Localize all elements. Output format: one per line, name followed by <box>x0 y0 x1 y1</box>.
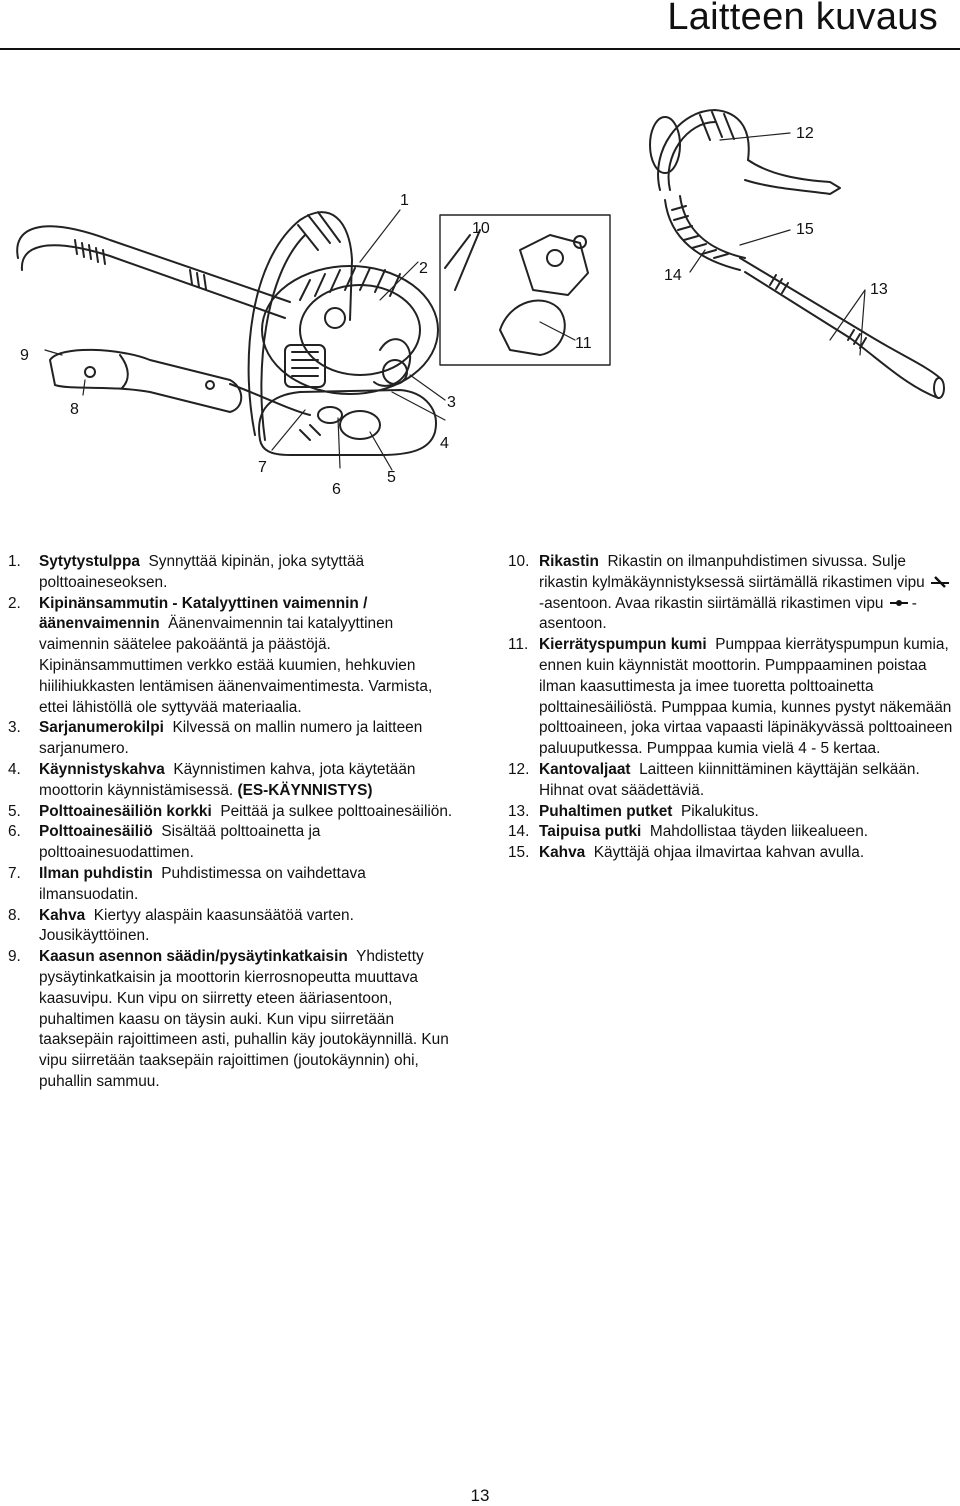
list-item: 15. Kahva Käyttäjä ohjaa ilmavirtaa kahvan avulla. <box>508 844 865 862</box>
callout-13: 13 <box>870 281 888 298</box>
list-item: 1. Sytytystulppa Synnyttää kipinän, joka sytyttää polttoaineseoksen. <box>8 553 365 591</box>
list-item: 6. Polttoainesäiliö Sisältää polttoainetta ja polttoainesuodattimen. <box>8 823 321 862</box>
header-rule <box>0 48 960 50</box>
callout-15: 15 <box>796 221 814 238</box>
list-item: 14. Taipuisa putki Mahdollistaa täyden liikealueen. <box>508 823 869 841</box>
list-item: 13. Puhaltimen putket Pikalukitus. <box>508 802 759 820</box>
blower-tube-right <box>740 258 940 378</box>
list-item: 4. Käynnistyskahva Käynnistimen kahva, jota käytetään moottorin käynnistämisessä. (ES-KÄYNNISTYS) <box>8 760 416 799</box>
callout-5: 5 <box>387 469 396 486</box>
callout-9: 9 <box>20 347 29 364</box>
flex-hose <box>665 200 740 270</box>
fuel-tank <box>259 390 436 455</box>
callout-4: 4 <box>440 435 449 452</box>
list-item: 5. Polttoainesäiliön korkki Peittää ja sulkee polttoainesäiliön. <box>8 802 453 820</box>
callout-3: 3 <box>447 394 456 411</box>
blower-illustration <box>0 60 960 520</box>
list-item: 3. Sarjanumerokilpi Kilvessä on mallin numero ja laitteen sarjanumero. <box>8 719 423 758</box>
parts-list-left <box>8 552 463 1093</box>
shoulder-strap <box>745 160 840 194</box>
page-number: 13 <box>470 1486 490 1505</box>
callout-1: 1 <box>400 192 409 209</box>
choke-closed-icon <box>929 575 951 589</box>
blower-tube-left <box>17 226 290 302</box>
callout-2: 2 <box>419 260 428 277</box>
callout-6: 6 <box>332 481 341 498</box>
list-item: 11. Kierrätyspumpun kumi Pumppaa kierrätyspumpun kumia, ennen kuin käynnistät moottorin. Pumppaaminen poistaa ilman kaasuttimesta ja imee tuoretta polttoainetta polttainesäiliöstä. Pumppaa kumia, kunnes pystyt näkemään polttoaineen, joka virtaa vapaasti läpinäkyvässä polttoaineen paluuputkessa. Pumppaa kumia vielä 4 - 5 kertaa. <box>508 636 953 758</box>
list-item: 8. Kahva Kiertyy alaspäin kaasunsäätöä varten. Jousikäyttöinen. <box>8 906 354 945</box>
callout-10: 10 <box>472 220 490 237</box>
callout-11: 11 <box>575 335 592 352</box>
callout-7: 7 <box>258 459 267 476</box>
list-item: 7. Ilman puhdistin Puhdistimessa on vaihdettava ilmansuodatin. <box>8 864 366 903</box>
list-item: 9. Kaasun asennon säädin/pysäytinkatkaisin Yhdistetty pysäytinkatkaisin ja moottorin kierrosnopeutta muuttava kaasuvipu. Kun vipu on siirretty eteen ääriasentoon, puhaltimen kaasu on täysin auki. Kun vipu siirretään taaksepäin rajoittimeen asti, puhallin käy joutokäynnillä. Kun vipu siirretään taaksepäin rajoittimen (joutokäynnin) ohi, puhallin sammuu. <box>8 948 449 1090</box>
parts-list-right <box>508 552 958 864</box>
list-item: 12. Kantovaljaat Laitteen kiinnittäminen käyttäjän selkään. Hihnat ovat säädettäviä. <box>508 760 920 799</box>
callout-8: 8 <box>70 401 79 418</box>
callout-12: 12 <box>796 125 814 142</box>
callout-14: 14 <box>664 267 682 284</box>
list-item: 10. Rikastin Rikastin on ilmanpuhdistimen sivussa. Sulje rikastin kylmäkäynnistyksessä siirtämällä rikastimen vipu -asentoon. Avaa rikastin siirtämällä rikastimen vipu -asentoon. <box>508 552 958 635</box>
choke-open-icon <box>888 596 910 610</box>
list-item: 2. Kipinänsammutin - Katalyyttinen vaimennin / äänenvaimennin Äänenvaimennin tai katalyyttinen vaimennin säätelee pakoääntä ja päästöjä. Kipinänsammuttimen verkko estää kuumien, hehkuvien hiilihiukkasten lentämisen äänenvaimentimesta. Varmista, ettei lähistöllä ole syttyvää materiaalia. <box>8 594 433 716</box>
page-title: Laitteen kuvaus <box>667 0 938 38</box>
